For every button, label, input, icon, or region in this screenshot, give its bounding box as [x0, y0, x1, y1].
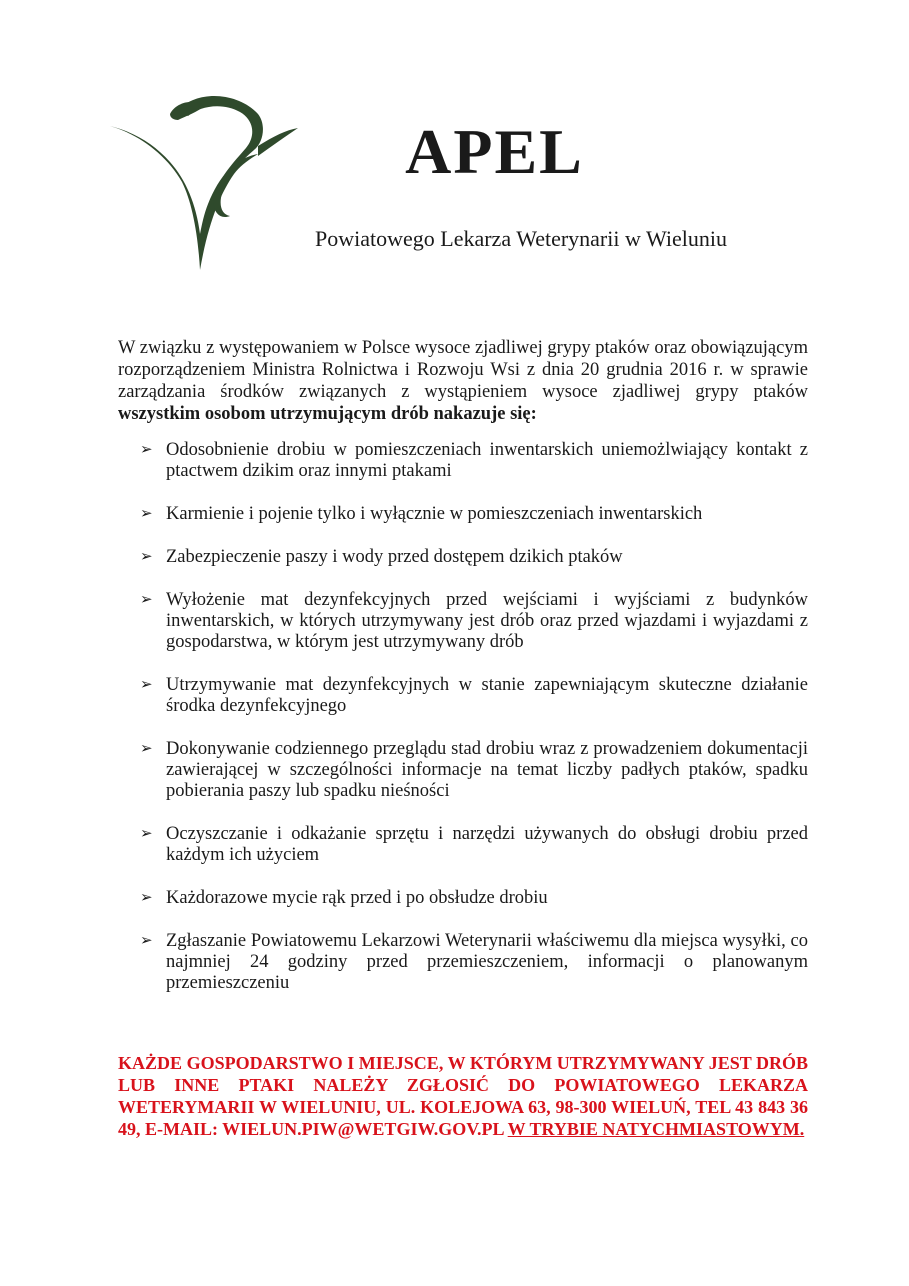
arrow-bullet-icon: ➢ — [140, 890, 153, 906]
notice-underlined-text: W TRYBIE NATYCHMIASTOWYM. — [507, 1119, 805, 1139]
intro-bold-text: wszystkim osobom utrzymującym drób nakazuje się: — [118, 404, 537, 424]
list-item: ➢ Dokonywanie codziennego przeglądu stad drobiu wraz z prowadzeniem dokumentacji zawierającej w szczególności informacje na temat liczby padłych ptaków, spadku pobierania paszy lub spadku nieśności — [140, 739, 808, 801]
intro-paragraph — [118, 337, 808, 425]
registration-notice — [118, 1052, 808, 1140]
arrow-bullet-icon: ➢ — [140, 677, 153, 693]
notice-text: KAŻDE GOSPODARSTWO I MIEJSCE, W KTÓRYM UTRZYMYWANY JEST DRÓB LUB INNE PTAKI NALEŻY ZGŁOSIĆ DO POWIATOWEGO LEKARZA WETERYMARII W WIELUNIU, UL. KOLEJOWA 63, 98-300 WIELUŃ, TEL 43 843 36 49, E-MAIL: WIELUN.PIW@WETGIW.GOV.PL — [118, 1053, 808, 1139]
list-item: ➢ Zabezpieczenie paszy i wody przed dostępem dzikich ptaków — [140, 547, 623, 567]
list-item: ➢ Oczyszczanie i odkażanie sprzętu i narzędzi używanych do obsługi drobiu przed każdym ich użyciem — [140, 824, 808, 865]
arrow-bullet-icon: ➢ — [140, 442, 153, 458]
intro-text: W związku z występowaniem w Polsce wysoce zjadliwej grypy ptaków oraz obowiązującym rozporządzeniem Ministra Rolnictwa i Rozwoju Wsi z dnia 20 grudnia 2016 r. w sprawie zarządzania środków związanych z wystąpieniem wysoce zjadliwej grypy ptaków — [118, 338, 808, 402]
arrow-bullet-icon: ➢ — [140, 506, 153, 522]
arrow-bullet-icon: ➢ — [140, 549, 153, 565]
list-item: ➢ Zgłaszanie Powiatowemu Lekarzowi Weterynarii właściwemu dla miejsca wysyłki, co najmniej 24 godziny przed przemieszczeniem, informacji o planowanym przemieszczeniu — [140, 931, 808, 993]
list-item: ➢ Każdorazowe mycie rąk przed i po obsłudze drobiu — [140, 888, 548, 908]
arrow-bullet-icon: ➢ — [140, 826, 153, 842]
page-title: APEL — [405, 116, 584, 187]
arrow-bullet-icon: ➢ — [140, 933, 153, 949]
list-item: ➢ Karmienie i pojenie tylko i wyłącznie w pomieszczeniach inwentarskich — [140, 504, 703, 524]
page-subtitle: Powiatowego Lekarza Weterynarii w Wieluniu — [315, 226, 727, 251]
list-item: ➢ Odosobnienie drobiu w pomieszczeniach inwentarskich uniemożlwiający kontakt z ptactwem dzikim oraz innymi ptakami — [140, 440, 808, 481]
arrow-bullet-icon: ➢ — [140, 741, 153, 757]
list-item: ➢ Wyłożenie mat dezynfekcyjnych przed wejściami i wyjściami z budynków inwentarskich, w których utrzymywany jest drób oraz przed wjazdami i wyjazdami z gospodarstwa, w którym jest utrzymywany drób — [140, 590, 808, 652]
arrow-bullet-icon: ➢ — [140, 592, 153, 608]
requirements-list — [140, 440, 808, 994]
list-item: ➢ Utrzymywanie mat dezynfekcyjnych w stanie zapewniającym skuteczne działanie środka dezynfekcyjnego — [140, 675, 808, 716]
